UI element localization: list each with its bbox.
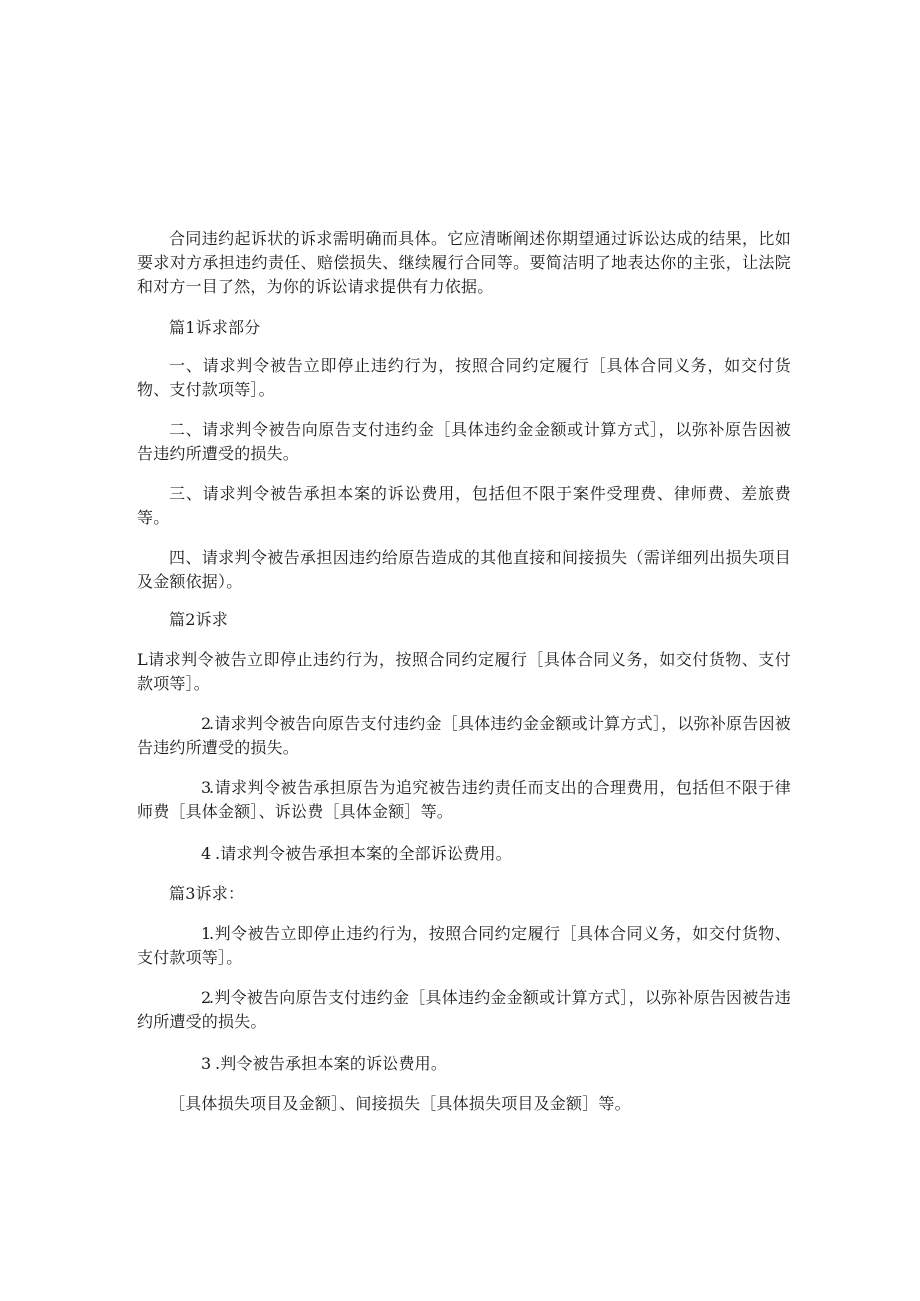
section1-item-2: 二、请求判令被告向原告支付违约金［具体违约金金额或计算方式］，以弥补原告因被告违约所遭受的损失。 (137, 420, 791, 463)
section2-item-4-number: 4 (201, 844, 212, 863)
section1-item-3: 三、请求判令被告承担本案的诉讼费用，包括但不限于案件受理费、律师费、差旅费等。 (137, 484, 791, 527)
section3-item-2-text: .判令被告向原告支付违约金［具体违约金金额或计算方式］，以弥补原告因被告违约所遭受的损失。 (137, 988, 791, 1031)
section3-item-1-text: .判令被告立即停止违约行为，按照合同约定履行［具体合同义务，如交付货物、支付款项等］。 (137, 924, 791, 967)
section3-item-3-text: .判令被告承担本案的诉讼费用。 (215, 1054, 448, 1073)
section2-item-3-number: 3 (201, 778, 212, 797)
section2-item-1-text: L请求判令被告立即停止违约行为，按照合同约定履行［具体合同义务，如交付货物、支付款项等］。 (137, 650, 791, 693)
section2-item-2 (137, 712, 791, 760)
section2-item-1 (137, 648, 791, 696)
section2-item-2-text: .请求判令被告向原告支付违约金［具体违约金金额或计算方式］，以弥补原告因被告违约所遭受的损失。 (137, 714, 791, 757)
section2-item-3-text: .请求判令被告承担原告为追究被告违约责任而支出的合理费用，包括但不限于律师费［具体金额］、诉讼费［具体金额］等。 (137, 778, 791, 821)
section3-item-1-number: 1 (201, 924, 212, 943)
section2-heading: 篇2诉求 (169, 610, 228, 629)
section1-item-1: 一、请求判令被告立即停止违约行为，按照合同约定履行［具体合同义务，如交付货物、支付款项等］。 (137, 356, 791, 399)
section1-heading: 篇1诉求部分 (169, 318, 261, 337)
section2-item-3 (137, 776, 791, 824)
intro-paragraph: 合同违约起诉状的诉求需明确而具体。它应清晰阐述你期望通过诉讼达成的结果，比如要求对方承担违约责任、赔偿损失、继续履行合同等。要简洁明了地表达你的主张，让法院和对方一目了然，为你的诉讼请求提供有力依据。 (137, 229, 791, 296)
section3-item-3 (137, 1052, 791, 1076)
section2-item-4 (137, 842, 791, 866)
section3-heading: 篇3诉求： (169, 884, 245, 903)
section3-item-2-number: 2 (201, 988, 212, 1007)
section3-item-2 (137, 986, 791, 1034)
section3-trailing-line: ［具体损失项目及金额］、间接损失［具体损失项目及金额］等。 (169, 1094, 631, 1113)
section3-item-3-number: 3 (201, 1054, 212, 1073)
section2-item-2-number: 2 (201, 714, 212, 733)
section3-item-1 (137, 922, 791, 970)
section1-item-4: 四、请求判令被告承担因违约给原告造成的其他直接和间接损失（需详细列出损失项目及金额依据）。 (137, 548, 791, 591)
section2-item-4-text: .请求判令被告承担本案的全部诉讼费用。 (215, 844, 512, 863)
